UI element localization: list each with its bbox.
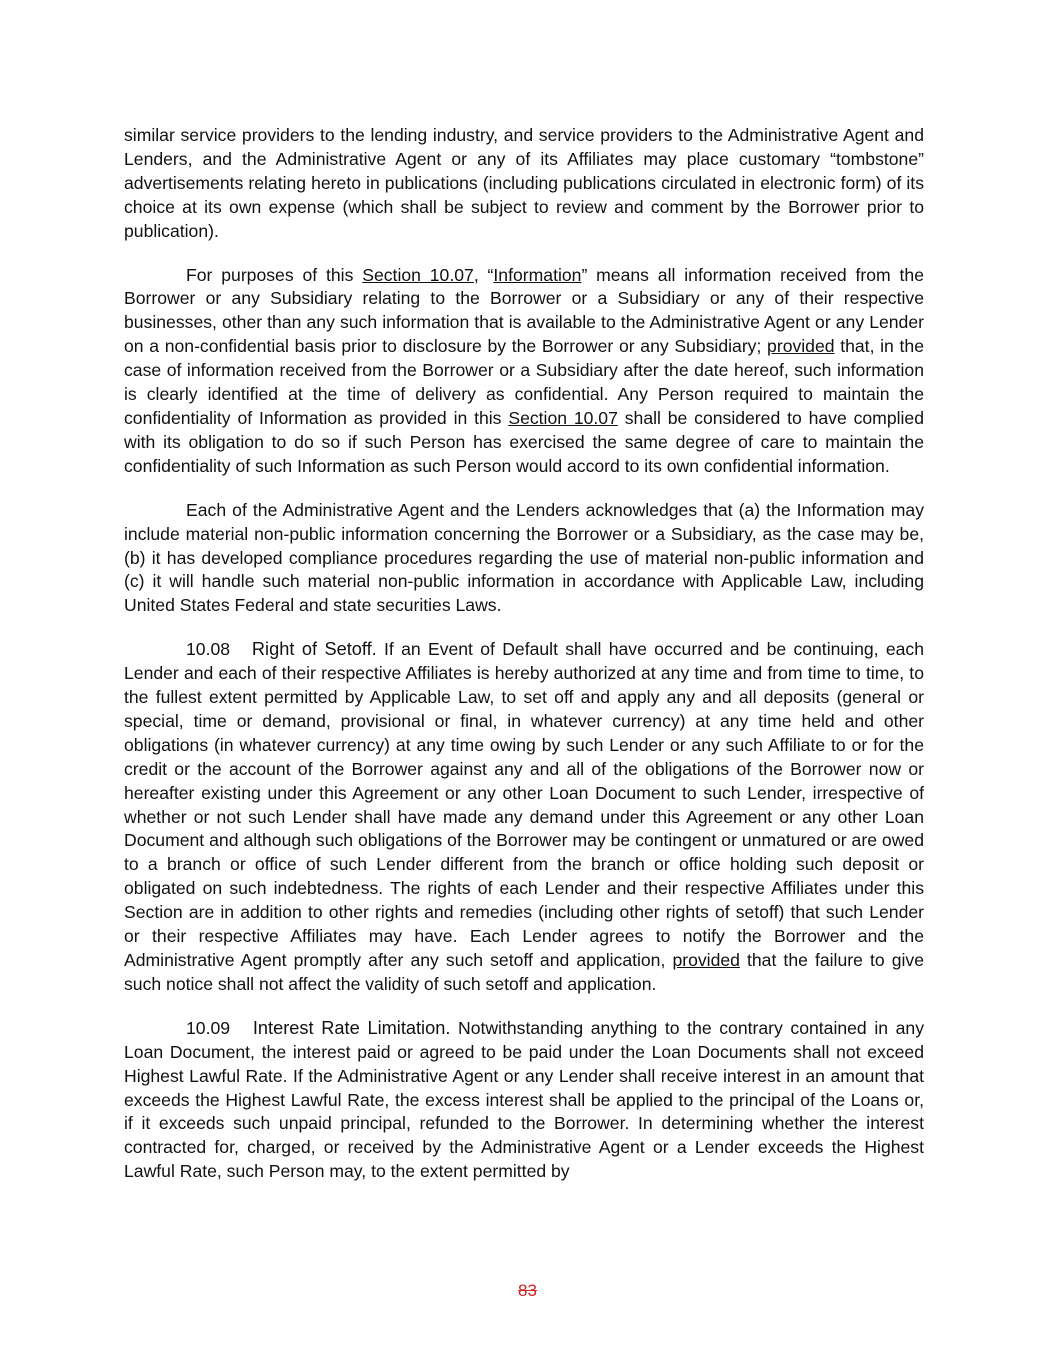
document-body <box>124 124 924 1204</box>
section-reference: Section 10.07 <box>508 407 618 428</box>
section-heading: Right of Setoff. <box>251 639 377 660</box>
provided-term: provided <box>767 336 835 357</box>
paragraph-tombstone: similar service providers to the lending industry, and service providers to the Administrative Agent and Lenders, and the Administrative Agent or any of its Affiliates may place customary “tombstone” advertisements relating hereto in publications (including publications circulated in electronic form) of its choice at its own expense (which shall be subject to review and comment by the Borrower prior to publication). <box>124 125 924 241</box>
paragraph-information-definition: For purposes of this Section 10.07, “Information” means all information received from the Borrower or any Subsidiary relating to the Borrower or a Subsidiary or any of their respective businesses, other than any such information that is available to the Administrative Agent or any Lender on a non-confidential basis prior to disclosure by the Borrower or any Subsidiary; provided that, in the case of information received from the Borrower or a Subsidiary after the date hereof, such information is clearly identified at the time of delivery as confidential. Any Person required to maintain the confidentiality of Information as provided in this Section 10.07 shall be considered to have complied with its obligation to do so if such Person has exercised the same degree of care to maintain the confidentiality of such Information as such Person would accord to its own confidential information. <box>124 264 925 476</box>
paragraph-acknowledgement: Each of the Administrative Agent and the Lenders acknowledges that (a) the Information may include material non-public information concerning the Borrower or a Subsidiary, as the case may be, (b) it has developed compliance procedures regarding the use of material non-public information and (c) it will handle such material non-public information in accordance with Applicable Law, including United States Federal and state securities Laws. <box>124 499 924 616</box>
section-10-08: 10.08 Right of Setoff. If an Event of Default shall have occurred and be continuing, each Lender and each of their respective Affiliates is hereby authorized at any time and from time to time, to the fullest extent permitted by Applicable Law, to set off and apply any and all deposits (general or special, time or demand, provisional or final, in whatever currency) at any time held and other obligations (in whatever currency) at any time owing by such Lender or any such Affiliate to or for the credit or the account of the Borrower against any and all of the obligations of the Borrower now or hereafter existing under this Agreement or any other Loan Document to such Lender, irrespective of whether or not such Lender shall have made any demand under this Agreement or any other Loan Document and although such obligations of the Borrower may be contingent or unmatured or are owed to a branch or office of such Lender different from the branch or office holding such deposit or obligated on such indebtedness. The rights of each Lender and their respective Affiliates under this Section are in addition to other rights and remedies (including other rights of setoff) that such Lender or their respective Affiliates may have. Each Lender agrees to notify the Borrower and the Administrative Agent promptly after any such setoff and application, provided that the failure to give such notice shall not affect the validity of such setoff and application. <box>124 639 924 994</box>
section-10-09: 10.09 Interest Rate Limitation. Notwithstanding anything to the contrary contained in any Loan Document, the interest paid or agreed to be paid under the Loan Documents shall not exceed Highest Lawful Rate. If the Administrative Agent or any Lender shall receive interest in an amount that exceeds the Highest Lawful Rate, the excess interest shall be applied to the principal of the Loans or, if it exceeds such unpaid principal, refunded to the Borrower. In determining whether the interest contracted for, charged, or received by the Administrative Agent or a Lender exceeds the Highest Lawful Rate, such Person may, to the extent permitted by <box>124 1017 924 1182</box>
provided-term: provided <box>672 950 740 970</box>
defined-term: Information <box>493 264 582 285</box>
section-number: 10.08 <box>186 639 231 660</box>
section-heading: Interest Rate Limitation. <box>252 1017 451 1038</box>
section-number: 10.09 <box>186 1017 231 1038</box>
page-number: 83 <box>518 1281 537 1300</box>
section-reference: Section 10.07 <box>362 264 474 285</box>
